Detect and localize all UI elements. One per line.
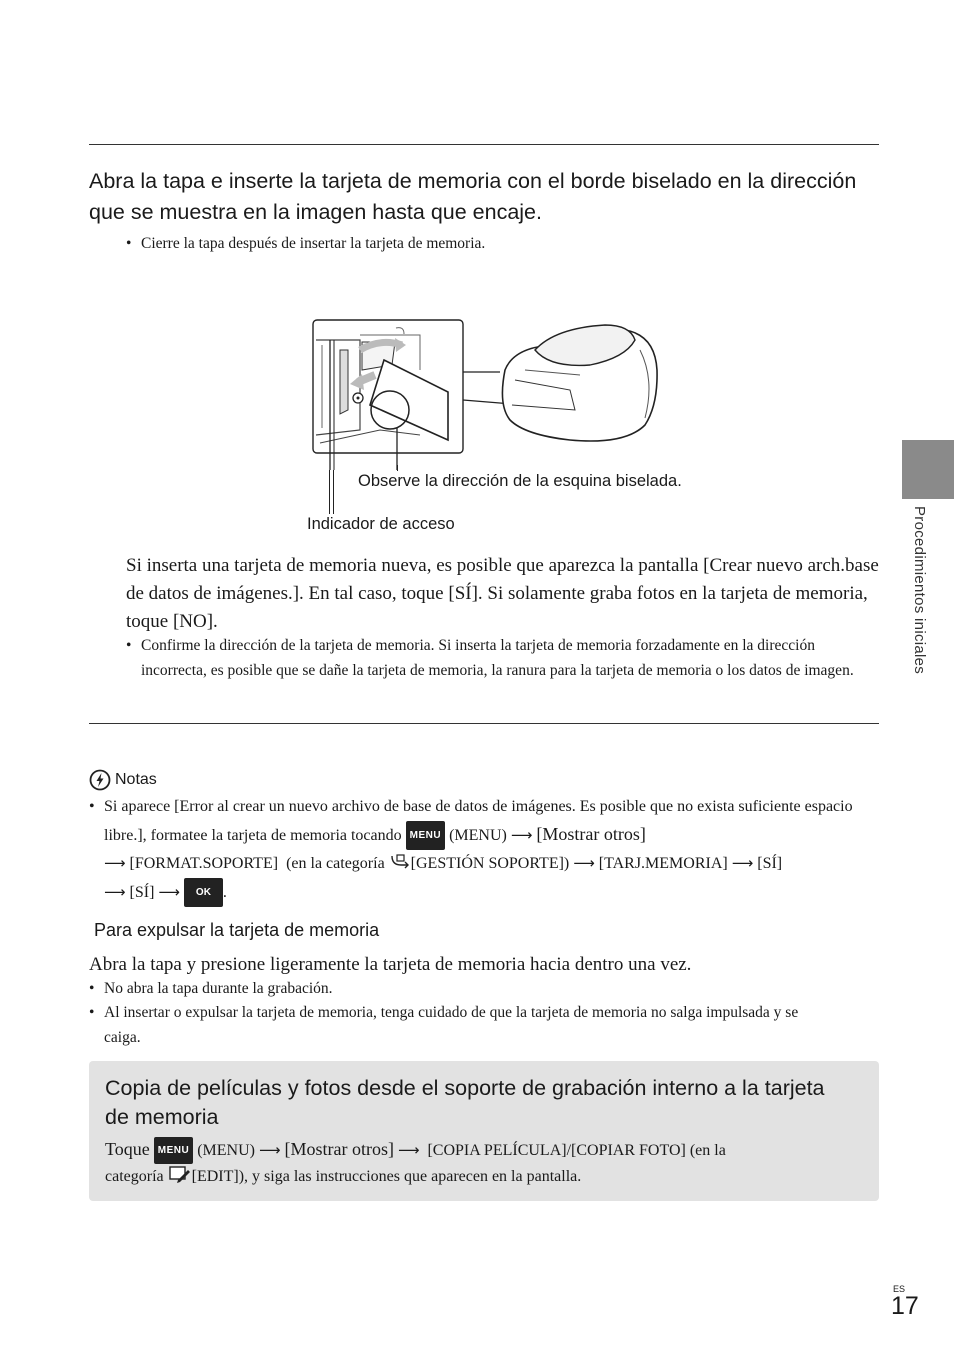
section-label: Procedimientos iniciales (911, 506, 928, 675)
arrow-right-icon: ⟶ (104, 882, 126, 901)
edit-icon (168, 1164, 192, 1184)
new-card-paragraph: Si inserta una tarjeta de memoria nueva, es posible que aparezca la pantalla [Crear nuevo arch.base de datos de imágenes.]. En tal caso, toque [SÍ]. Si solamente graba fotos en la tarjeta de memoria, toque [NO]. (126, 555, 879, 632)
section-tab (902, 440, 954, 499)
copy-heading: Copia de películas y fotos desde el soporte de grabación interno a la tarjeta de memoria (105, 1076, 825, 1129)
top-rule (89, 144, 879, 145)
arrow-right-icon: ⟶ (731, 854, 754, 872)
arrow-right-icon: ⟶ (104, 854, 126, 872)
menu-button-icon: MENU (406, 821, 445, 851)
card-insertion-illustration (300, 310, 680, 470)
caution-icon (89, 769, 111, 791)
arrow-right-icon: ⟶ (258, 1141, 281, 1159)
indicator-callout-line (329, 470, 330, 514)
step-heading: Abra la tapa e inserte la tarjeta de memoria con el borde biselado en la dirección que se muestra en la imagen hasta que encaje. (89, 169, 857, 224)
copy-instructions: Toque MENU (MENU) ⟶ [Mostrar otros] ⟶ [COPIA PELÍCULA]/[COPIAR FOTO] (en la categoría [EDIT]), y siga las instrucciones que aparecen en la pantalla. (105, 1139, 726, 1185)
eject-text: Abra la tapa y presione ligeramente la tarjeta de memoria hacia dentro una vez. (89, 954, 692, 975)
eject-bullet-1: • No abra la tapa durante la grabación. (89, 980, 333, 997)
media-management-icon (389, 853, 411, 871)
ok-button-icon: OK (184, 878, 223, 908)
eject-bullet-2: • Al insertar o expulsar la tarjeta de memoria, tenga cuidado de que la tarjeta de memoria no salga impulsada y se caiga. (89, 1004, 799, 1046)
arrow-right-icon: ⟶ (397, 1141, 420, 1159)
arrow-right-icon: ⟶ (158, 882, 180, 901)
callout-indicator-label: Indicador de acceso (307, 515, 455, 533)
callout-corner-label: Observe la dirección de la esquina biselada. (358, 472, 682, 490)
corner-callout-line (397, 465, 398, 471)
bullet-confirm-direction: • Confirme la dirección de la tarjeta de memoria. Si inserta la tarjeta de memoria forzadamente en la dirección incorrecta, es posible que se dañe la tarjeta de memoria, la ranura para la tarjeta de memoria o los datos de imagen. (126, 637, 854, 679)
arrow-right-icon: ⟶ (510, 825, 533, 844)
notes-header (89, 768, 157, 792)
note-error-bullet: • Si aparece [Error al crear un nuevo archivo de base de datos de imágenes. Es posible que no exista suficiente espacio libre.], formatee la tarjeta de memoria tocando MENU (MENU) ⟶ [Mostrar otros] ⟶ [FORMAT.SOPORTE] (en la categoría [GESTIÓN SOPORTE]) ⟶ [TARJ.MEMORIA] ⟶ [SÍ] ⟶ [SÍ] ⟶ OK . (89, 793, 879, 907)
mid-rule (89, 723, 879, 724)
bullet-close-cover: • Cierre la tapa después de insertar la tarjeta de memoria. (126, 235, 486, 252)
page-number: 17 (891, 1292, 919, 1320)
menu-button-icon: MENU (154, 1137, 193, 1164)
indicator-callout-line-2 (333, 470, 334, 514)
language-code: ES (893, 1284, 906, 1294)
arrow-right-icon: ⟶ (573, 854, 595, 872)
notes-title: Notas (115, 771, 157, 788)
eject-heading: Para expulsar la tarjeta de memoria (94, 920, 380, 940)
